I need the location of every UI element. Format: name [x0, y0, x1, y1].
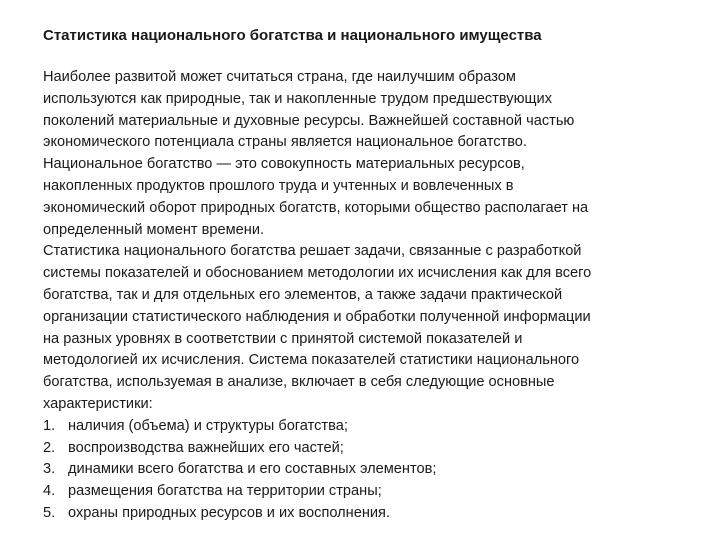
list-number: 3. [43, 461, 56, 478]
body-text [43, 67, 683, 525]
list-item [43, 503, 683, 525]
list-number: 4. [43, 483, 56, 500]
text-line: экономический оборот природных богатств, которыми общество располагает на [43, 199, 589, 216]
text-line: системы показателей и обоснованием методологии их исчисления как для всего [43, 265, 592, 282]
text-line: экономического потенциала страны является национальное богатство. [43, 134, 527, 151]
list-item [43, 459, 683, 481]
list-item-text: динамики всего богатства и его составных элементов; [68, 461, 437, 478]
list-number: 2. [43, 439, 56, 456]
text-line: характеристики: [43, 395, 153, 412]
list-item [43, 416, 683, 438]
slide-title: Статистика национального богатства и национального имущества [43, 27, 542, 44]
text-line: Статистика национального богатства решает задачи, связанные с разработкой [43, 243, 582, 260]
text-line: используются как природные, так и накопленные трудом предшествующих [43, 90, 552, 107]
list-item [43, 481, 683, 503]
text-line: богатства, так и для отдельных его элементов, а также задачи практической [43, 286, 563, 303]
list-number: 5. [43, 504, 56, 521]
list-item [43, 438, 683, 460]
text-line: богатства, используемая в анализе, включает в себя следующие основные [43, 374, 555, 391]
list-item-text: воспроизводства важнейших его частей; [68, 439, 344, 456]
characteristics-list [43, 416, 683, 525]
text-line: на разных уровнях в соответствии с принятой системой показателей и [43, 330, 523, 347]
text-line: накопленных продуктов прошлого труда и учтенных и вовлеченных в [43, 177, 514, 194]
list-item-text: охраны природных ресурсов и их восполнения. [68, 504, 391, 521]
text-line: Наиболее развитой может считаться страна, где наилучшим образом [43, 69, 516, 85]
list-item-text: наличия (объема) и структуры богатства; [68, 417, 348, 434]
text-line: Национальное богатство — это совокупность материальных ресурсов, [43, 156, 525, 173]
text-line: методологией их исчисления. Система показателей статистики национального [43, 352, 580, 369]
text-line: поколений материальные и духовные ресурсы. Важнейшей составной частью [43, 112, 575, 129]
list-item-text: размещения богатства на территории страны; [68, 483, 382, 500]
text-line: организации статистического наблюдения и обработки полученной информации [43, 308, 591, 325]
list-number: 1. [43, 417, 56, 434]
text-line: определенный момент времени. [43, 221, 265, 238]
